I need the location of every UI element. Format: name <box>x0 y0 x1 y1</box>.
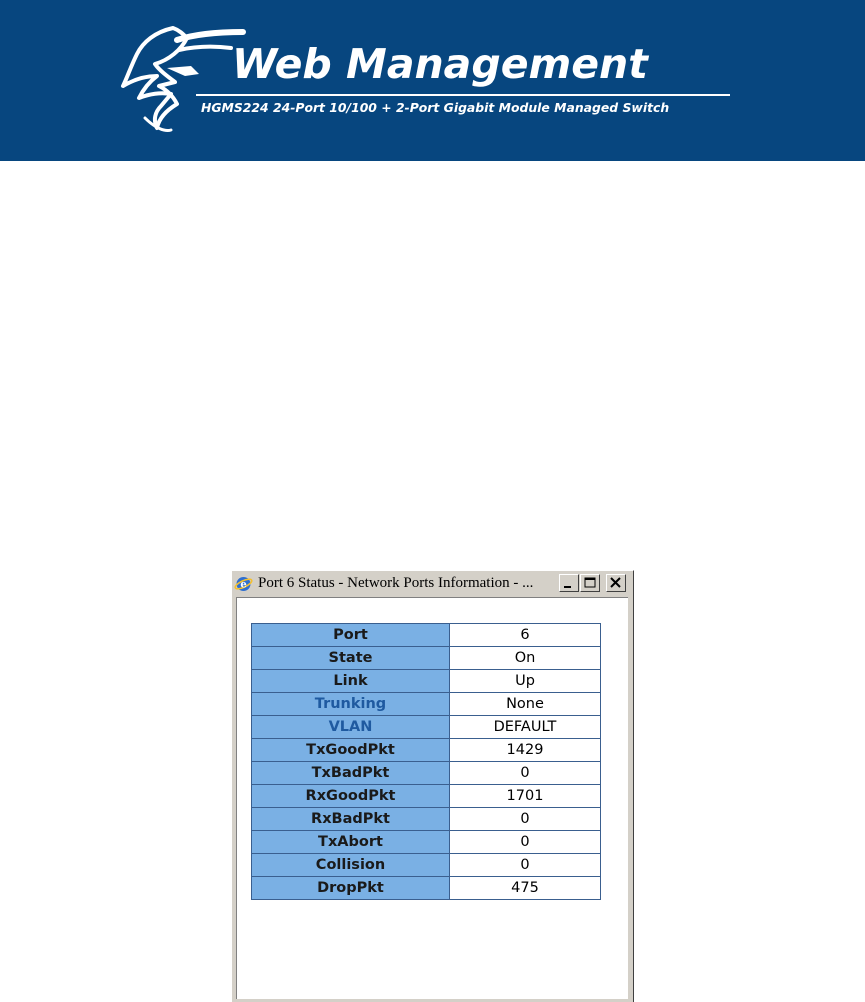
row-value-collision: 0 <box>450 854 601 877</box>
port-status-window <box>231 570 634 1002</box>
table-row <box>252 831 601 854</box>
table-row <box>252 854 601 877</box>
row-label-vlan-link[interactable]: VLAN <box>252 716 450 739</box>
row-value-state: On <box>450 647 601 670</box>
minimize-icon <box>560 575 578 591</box>
row-label-txgoodpkt: TxGoodPkt <box>252 739 450 762</box>
page-title: Web Management <box>232 40 648 88</box>
table-row <box>252 624 601 647</box>
row-value-trunking: None <box>450 693 601 716</box>
row-label-trunking-link[interactable]: Trunking <box>252 693 450 716</box>
close-button[interactable] <box>606 574 626 592</box>
row-label-rxgoodpkt: RxGoodPkt <box>252 785 450 808</box>
title-divider <box>196 94 730 96</box>
maximize-icon <box>581 575 599 591</box>
table-row <box>252 877 601 900</box>
table-row <box>252 785 601 808</box>
table-row <box>252 670 601 693</box>
table-row <box>252 693 601 716</box>
svg-text:e: e <box>240 579 247 591</box>
row-label-txbadpkt: TxBadPkt <box>252 762 450 785</box>
row-value-vlan: DEFAULT <box>450 716 601 739</box>
minimize-button[interactable] <box>559 574 579 592</box>
ie-icon <box>234 574 253 593</box>
row-value-droppkt: 475 <box>450 877 601 900</box>
row-label-rxbadpkt: RxBadPkt <box>252 808 450 831</box>
close-icon <box>607 575 625 591</box>
row-label-link: Link <box>252 670 450 693</box>
row-label-droppkt: DropPkt <box>252 877 450 900</box>
window-titlebar[interactable] <box>233 572 632 595</box>
row-label-state: State <box>252 647 450 670</box>
row-value-rxbadpkt: 0 <box>450 808 601 831</box>
header-banner <box>0 0 865 161</box>
row-value-txbadpkt: 0 <box>450 762 601 785</box>
port-status-table <box>251 623 601 900</box>
row-value-rxgoodpkt: 1701 <box>450 785 601 808</box>
row-label-collision: Collision <box>252 854 450 877</box>
row-value-txabort: 0 <box>450 831 601 854</box>
table-row <box>252 716 601 739</box>
maximize-button[interactable] <box>580 574 600 592</box>
table-row <box>252 739 601 762</box>
window-title: Port 6 Status - Network Ports Information - ... <box>258 575 534 591</box>
product-subtitle: HGMS224 24-Port 10/100 + 2-Port Gigabit Module Managed Switch <box>201 100 670 115</box>
table-row <box>252 762 601 785</box>
table-row <box>252 808 601 831</box>
row-value-txgoodpkt: 1429 <box>450 739 601 762</box>
eagle-head-icon <box>115 20 250 135</box>
row-value-port: 6 <box>450 624 601 647</box>
window-content <box>236 597 628 999</box>
table-row <box>252 647 601 670</box>
row-label-txabort: TxAbort <box>252 831 450 854</box>
row-value-link: Up <box>450 670 601 693</box>
row-label-port: Port <box>252 624 450 647</box>
